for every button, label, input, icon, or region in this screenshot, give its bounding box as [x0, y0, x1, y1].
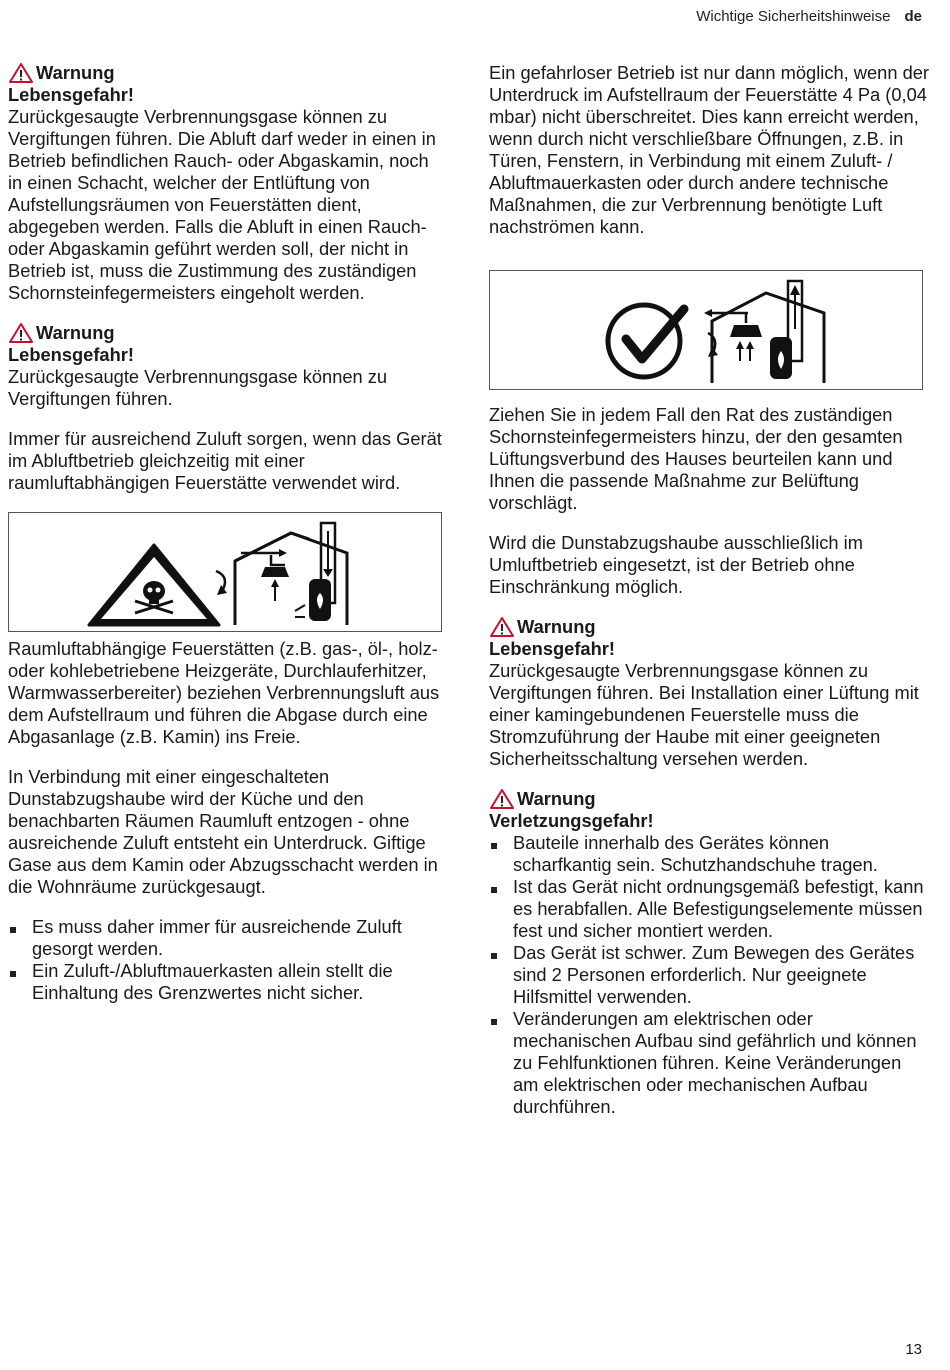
paragraph-umluft: Wird die Dunstabzugshaube ausschließlich im Umluftbetrieb eingesetzt, ist der Betrieb ohne Einschränkung möglich. — [489, 532, 863, 597]
paragraph-schornsteinfeger: Ziehen Sie in jedem Fall den Rat des zuständigen Schornsteinfegermeisters hinzu, der den gesamten Lüftungsverbund des Hauses beurteilen kann und Ihnen die passende Maßnahme zur Belüftung vorschlägt. — [489, 404, 903, 513]
warning-triangle-icon — [8, 62, 34, 84]
bullet-list-verletzung — [489, 832, 929, 1118]
danger-label: Verletzungsgefahr! — [489, 810, 654, 831]
warning-block-1 — [8, 62, 448, 304]
page-header — [696, 8, 922, 25]
danger-label: Lebensgefahr! — [8, 84, 134, 105]
list-item: Es muss daher immer für ausreichende Zuluft gesorgt werden. — [8, 916, 448, 960]
warning-text: Zurückgesaugte Verbrennungsgase können zu Vergiftungen führen. Bei Installation einer Lüftung mit einer kamingebundenen Feuerstelle muss die Stromzuführung der Haube mit einer geeigneten Sicherheitsschaltung versehen werden. — [489, 660, 919, 769]
warning-text: Zurückgesaugte Verbrennungsgase können zu Vergiftungen führen. — [8, 366, 388, 409]
warning-heading — [8, 322, 448, 344]
warning-triangle-icon — [8, 322, 34, 344]
warning-title: Warnung — [36, 62, 115, 83]
right-column — [489, 62, 929, 1118]
list-item: Das Gerät ist schwer. Zum Bewegen des Gerätes sind 2 Personen erforderlich. Nur geeignete Hilfsmittel verwenden. — [489, 942, 929, 1008]
warning-heading — [489, 788, 929, 810]
list-item: Veränderungen am elektrischen oder mechanischen Aufbau sind gefährlich und können zu Fehlfunktionen führen. Keine Veränderungen am elektrischen oder mechanischen Aufbau durchführen. — [489, 1008, 929, 1118]
figure-hazard-illustration — [8, 512, 442, 632]
page-number: 13 — [905, 1341, 922, 1358]
figure-ok-illustration — [489, 270, 923, 390]
warning-heading — [8, 62, 448, 84]
warning-triangle-icon — [489, 788, 515, 810]
warning-heading — [489, 616, 929, 638]
paragraph-zuluft: Immer für ausreichend Zuluft sorgen, wenn das Gerät im Abluftbetrieb gleichzeitig mit einer raumluftabhängigen Feuerstätte verwendet wird. — [8, 428, 442, 493]
skull-warning-icon — [89, 545, 219, 625]
warning-block-3 — [489, 616, 929, 770]
house-hazard-illustration — [9, 513, 441, 631]
warning-text: Zurückgesaugte Verbrennungsgase können zu Vergiftungen führen. Die Abluft darf weder in einen in Betrieb befindlichen Rauch- oder Abgaskamin, noch in einen Schacht, welcher der Entlüftung von Aufstellungsräumen von Feuerstätten dient, abgegeben werden. Falls die Abluft in einen Rauch- oder Abgaskamin geführt werden soll, der nicht in Betrieb ist, muss die Zustimmung des zuständigen Schornsteinfegermeisters eingeholt werden. — [8, 106, 436, 303]
list-item: Bauteile innerhalb des Gerätes können scharfkantig sein. Schutzhandschuhe tragen. — [489, 832, 929, 876]
danger-label: Lebensgefahr! — [489, 638, 615, 659]
house-ok-illustration — [490, 271, 922, 389]
warning-title: Warnung — [517, 616, 596, 637]
bullet-list-zuluft — [8, 916, 448, 1004]
list-item: Ist das Gerät nicht ordnungsgemäß befestigt, kann es herabfallen. Alle Befestigungselemente müssen fest und sicher montiert werden. — [489, 876, 929, 942]
warning-title: Warnung — [36, 322, 115, 343]
paragraph-gefahrlos: Ein gefahrloser Betrieb ist nur dann möglich, wenn der Unterdruck im Aufstellraum der Feuerstätte 4 Pa (0,04 mbar) nicht überschreitet. Dies kann erreicht werden, wenn durch nicht verschließbare Öffnungen, z.B. in Türen, Fenstern, in Verbindung mit einem Zuluft- / Abluftmauerkasten oder durch andere technische Maßnahmen, die zur Verbrennung benötigte Luft nachströmen kann. — [489, 62, 930, 237]
paragraph-unterdruck: In Verbindung mit einer eingeschalteten Dunstabzugshaube wird der Küche und den benachbarten Räumen Raumluft entzogen - ohne ausreichende Zuluft entsteht ein Unterdruck. Giftige Gase aus dem Kamin oder Abzugsschacht werden in die Wohnräume zurückgesaugt. — [8, 766, 438, 897]
warning-block-4 — [489, 788, 929, 1118]
warning-title: Warnung — [517, 788, 596, 809]
warning-block-2 — [8, 322, 448, 410]
danger-label: Lebensgefahr! — [8, 344, 134, 365]
warning-triangle-icon — [489, 616, 515, 638]
list-item: Ein Zuluft-/Abluftmauerkasten allein stellt die Einhaltung des Grenzwertes nicht sicher. — [8, 960, 448, 1004]
left-column — [8, 62, 448, 1004]
section-title: Wichtige Sicherheitshinweise — [696, 8, 891, 25]
checkmark-icon — [608, 305, 684, 377]
language-code: de — [904, 8, 922, 25]
paragraph-raumluft: Raumluftabhängige Feuerstätten (z.B. gas-, öl-, holz- oder kohlebetriebene Heizgeräte, Durchlauferhitzer, Warmwasserbereiter) beziehen Verbrennungsluft aus dem Aufstellraum und führen die Abgase durch eine Abgasanlage (z.B. Kamin) ins Freie. — [8, 638, 440, 747]
